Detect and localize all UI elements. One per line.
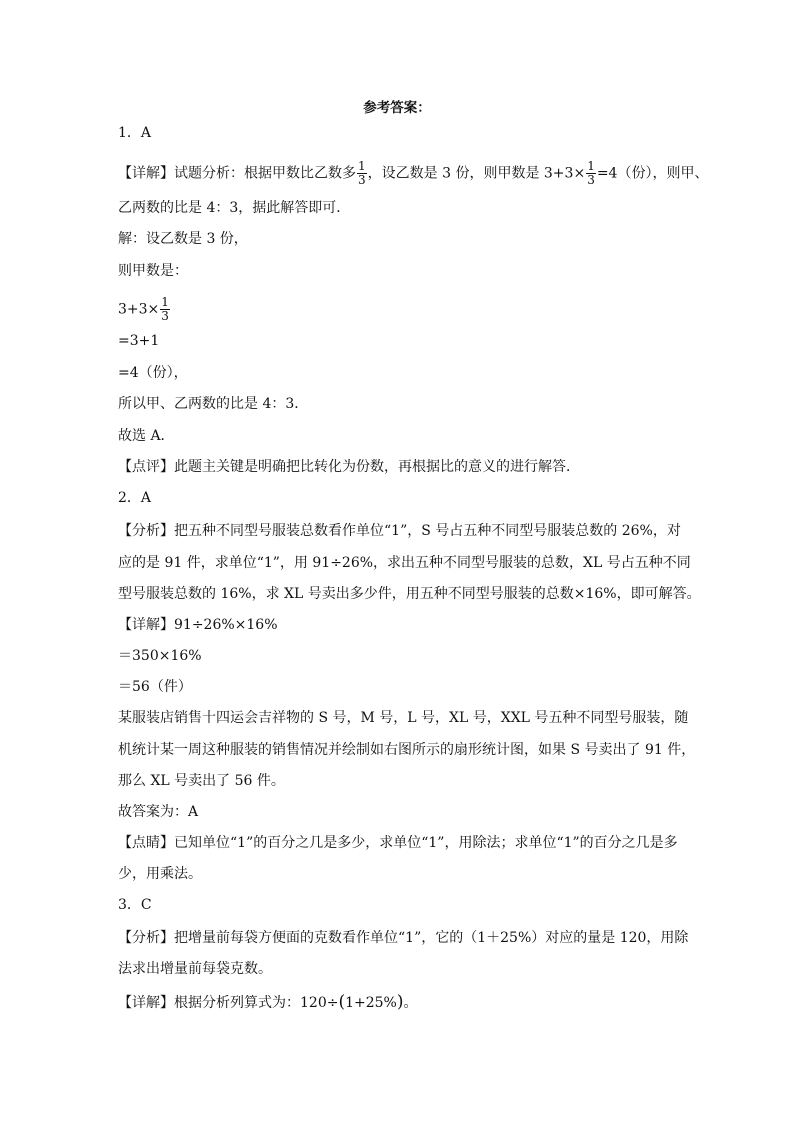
q1-conclusion: 所以甲、乙两数的比是 4：3． xyxy=(118,396,309,412)
q3-detail-line1 xyxy=(118,993,418,1012)
q1-expression xyxy=(118,296,171,323)
fraction-denominator: 3 xyxy=(587,173,595,187)
q3-detail-inner: 1+25% xyxy=(345,995,397,1011)
q3-detail-text: 【详解】根据分析列算式为：120÷ xyxy=(118,995,339,1011)
page-title: 参考答案： xyxy=(363,100,431,116)
q1-detail-line1 xyxy=(118,160,708,187)
q3-analysis-line2: 法求出增量前每袋克数。 xyxy=(118,961,272,977)
q2-note-line1: 【点睛】已知单位“1”的百分之几是多少，求单位“1”，用除法；求单位“1”的百分之几是多 xyxy=(118,835,678,851)
q2-note-line2: 少，用乘法。 xyxy=(118,866,202,882)
fraction-one-third xyxy=(357,160,367,187)
q2-analysis-line2: 应的是 91 件，求单位“1”，用 91÷26%，求出五种不同型号服装的总数，XL 号占五种不同 xyxy=(118,555,691,571)
q2-problem-line2: 机统计某一周这种服装的销售情况并绘制如右图所示的扇形统计图，如果 S 号卖出了 91 件， xyxy=(118,742,696,758)
q2-analysis-line3: 型号服装总数的 16%，求 XL 号卖出多少件，用五种不同型号服装的总数×16%，即可解答。 xyxy=(118,586,701,602)
fraction-one-third xyxy=(586,160,596,187)
q1-number: 1．A xyxy=(118,125,152,141)
q1-detail-text-b: ，设乙数是 3 份，则甲数是 3+3× xyxy=(367,165,586,182)
q1-step2: =4（份）， xyxy=(118,365,188,381)
q1-expression-text: 3+3× xyxy=(118,301,160,318)
fraction-numerator: 1 xyxy=(161,295,169,309)
q2-detail-line1: 【详解】91÷26%×16% xyxy=(118,617,278,633)
q1-solution-line1: 解：设乙数是 3 份， xyxy=(118,231,248,247)
fraction-one-third xyxy=(160,296,170,323)
q1-solution-line2: 则甲数是： xyxy=(118,263,188,279)
q2-problem-line3: 那么 XL 号卖出了 56 件。 xyxy=(118,773,285,789)
q3-detail-end: 。 xyxy=(403,995,418,1011)
q3-analysis-line1: 【分析】把增量前每袋方便面的克数看作单位“1”，它的（1＋25%）对应的量是 120，用除 xyxy=(118,930,689,946)
q2-problem-line1: 某服装店销售十四运会吉祥物的 S 号，M 号，L 号，XL 号，XXL 号五种不同型号服装，随 xyxy=(118,710,689,726)
fraction-denominator: 3 xyxy=(161,309,169,323)
q2-analysis-line1: 【分析】把五种不同型号服装总数看作单位“1”，S 号占五种不同型号服装总数的 26%，对 xyxy=(118,523,681,539)
q1-detail-line2: 乙两数的比是 4：3，据此解答即可． xyxy=(118,200,351,216)
close-paren: ) xyxy=(396,992,404,1012)
q1-detail-text-c: =4（份），则甲、 xyxy=(596,165,709,182)
q1-step1: =3+1 xyxy=(118,333,160,349)
q1-comment: 【点评】此题主关键是明确把比转化为份数，再根据比的意义的进行解答． xyxy=(118,459,580,475)
fraction-denominator: 3 xyxy=(358,173,366,187)
fraction-numerator: 1 xyxy=(358,159,366,173)
q2-answer: 故答案为：A xyxy=(118,804,199,820)
q3-number: 3．C xyxy=(118,897,152,913)
q1-detail-text-a: 【详解】试题分析：根据甲数比乙数多 xyxy=(118,165,356,182)
q2-number: 2．A xyxy=(118,490,152,506)
fraction-numerator: 1 xyxy=(587,159,595,173)
open-paren: ( xyxy=(338,992,346,1012)
q2-detail-line3: ＝56（件） xyxy=(118,679,192,695)
q1-choice: 故选 A． xyxy=(118,428,175,444)
q2-detail-line2: ＝350×16% xyxy=(118,648,202,664)
